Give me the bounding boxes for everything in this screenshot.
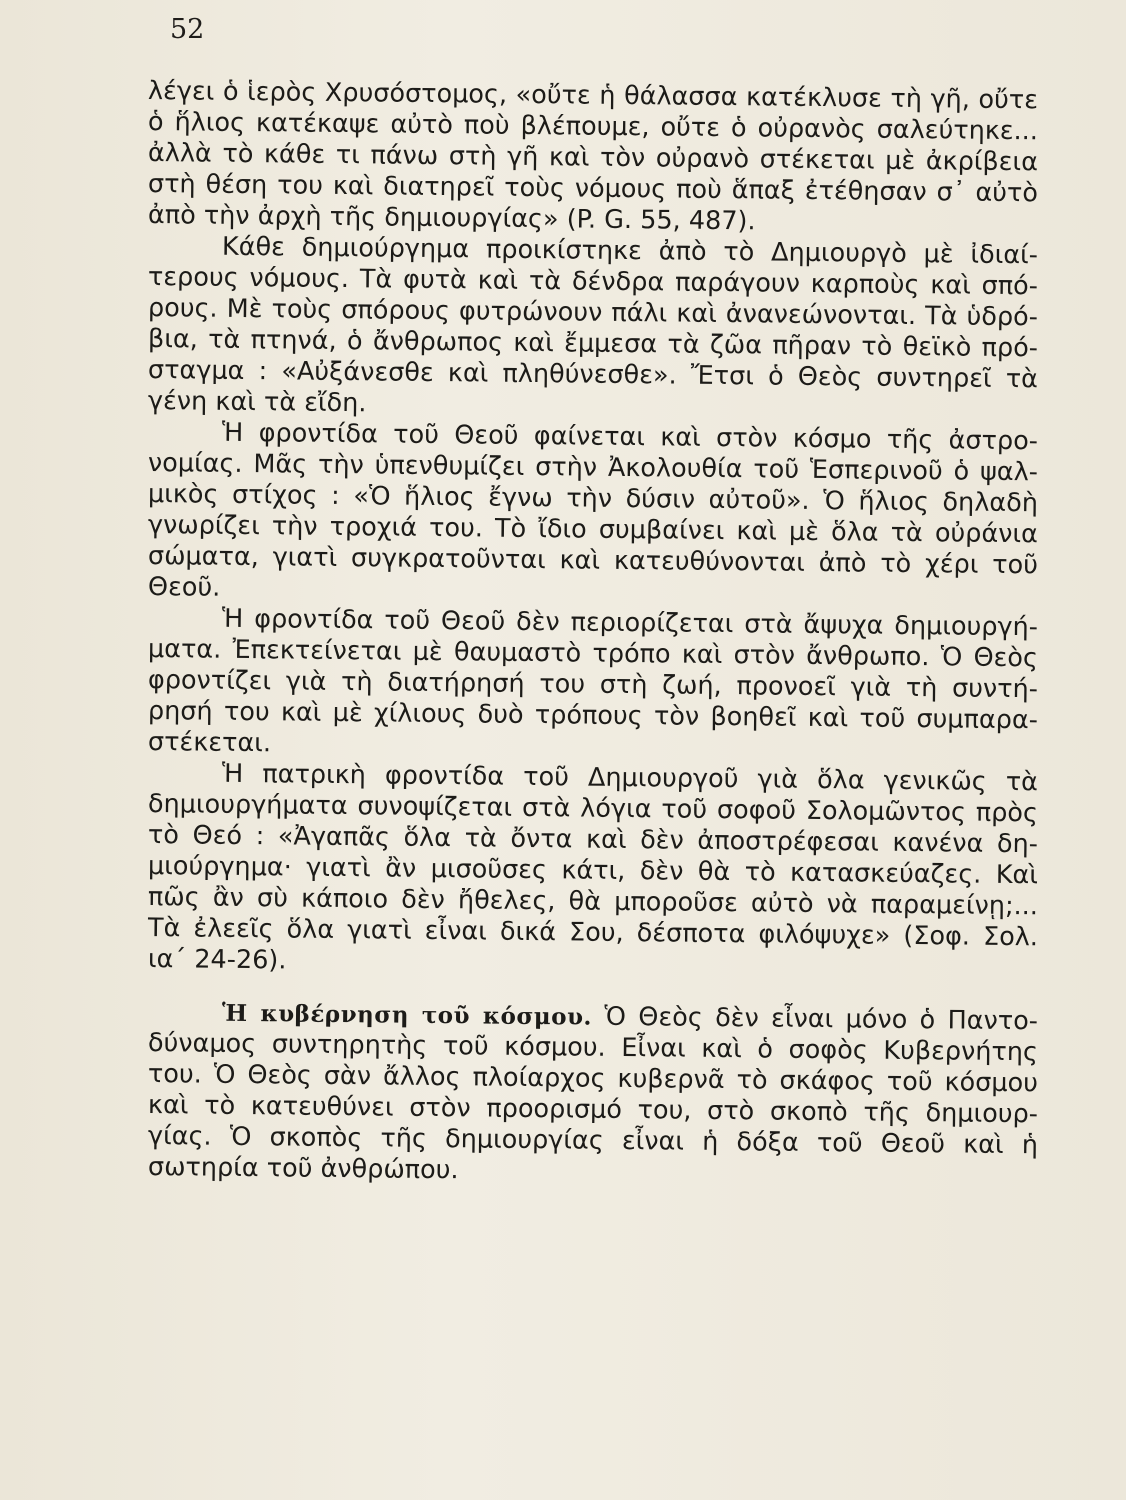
text-run: Ὁ Θεὸς δὲν εἶναι μόνο ὁ Παντο- bbox=[604, 1001, 1039, 1037]
text-line: ρησή του καὶ μὲ χίλιους δυὸ τρόπους τὸν βοηθεῖ καὶ τοῦ συμπαρα- bbox=[147, 696, 1039, 736]
text-line: βια, τὰ πτηνά, ὁ ἄνθρωπος καὶ ἔμμεσα τὰ ζῶα πῆραν τὸ θεϊκὸ πρό- bbox=[147, 324, 1039, 364]
text-line: τερους νόμους. Τὰ φυτὰ καὶ τὰ δένδρα παράγουν καρποὺς καὶ σπό- bbox=[147, 262, 1039, 302]
text-line: δύναμος συντηρητὴς τοῦ κόσμου. Εἶναι καὶ ὁ σοφὸς Κυβερνήτης bbox=[147, 1028, 1039, 1068]
text-line: Τὰ ἐλεεῖς ὅλα γιατὶ εἶναι δικά Σου, δέσποτα φιλόψυχε» (Σοφ. Σολ. bbox=[147, 913, 1039, 953]
page-body bbox=[147, 76, 1039, 1186]
text-line: ἀπὸ τὴν ἀρχὴ τῆς δημιουργίας» (P. G. 55, 487). bbox=[147, 200, 756, 237]
text-line: ρους. Μὲ τοὺς σπόρους φυτρώνουν πάλι καὶ ἀνανεώνονται. Τὰ ὑδρό- bbox=[147, 293, 1039, 333]
text-line: γένη καὶ τὰ εἴδη. bbox=[147, 386, 367, 419]
text-line: νομίας. Μᾶς τὴν ὑπενθυμίζει στὴν Ἀκολουθία τοῦ Ἑσπερινοῦ ὁ ψαλ- bbox=[147, 448, 1039, 488]
text-line: γνωρίζει τὴν τροχιά του. Τὸ ἴδιο συμβαίνει καὶ μὲ ὅλα τὰ οὐράνια bbox=[147, 510, 1039, 550]
text-line: Κάθε δημιούργημα προικίστηκε ἀπὸ τὸ Δημιουργὸ μὲ ἰδιαί- bbox=[221, 231, 1039, 271]
text-line: Ἡ πατρικὴ φροντίδα τοῦ Δημιουργοῦ γιὰ ὅλα γενικῶς τὰ bbox=[221, 758, 1039, 798]
text-line: σωτηρία τοῦ ἀνθρώπου. bbox=[147, 1152, 459, 1186]
text-line: Ἡ φροντίδα τοῦ Θεοῦ δὲν περιορίζεται στὰ ἄψυχα δημιουργή- bbox=[221, 603, 1039, 643]
text-line: λέγει ὁ ἱερὸς Χρυσόστομος, «οὔτε ἡ θάλασσα κατέκλυσε τὴ γῆ, οὔτε bbox=[147, 76, 1039, 116]
text-line: ὁ ἥλιος κατέκαψε αὐτὸ ποὺ βλέπουμε, οὔτε ὁ οὐρανὸς σαλεύτηκε... bbox=[147, 107, 1039, 147]
text-line: πῶς ἂν σὺ κάποιο δὲν ἤθελες, θὰ μποροῦσε αὐτὸ νὰ παραμείνῃ;... bbox=[147, 882, 1039, 922]
text-line: τὸ Θεό : «Ἀγαπᾶς ὅλα τὰ ὄντα καὶ δὲν ἀποστρέφεσαι κανένα δη- bbox=[147, 820, 1039, 860]
text-line: στέκεται. bbox=[147, 727, 272, 759]
page-number: 52 bbox=[170, 14, 205, 45]
text-line: ια´ 24-26). bbox=[147, 944, 287, 976]
text-line: καὶ τὸ κατευθύνει στὸν προορισμό του, στὸ σκοπὸ τῆς δημιουρ- bbox=[147, 1090, 1039, 1130]
text-line: μιούργημα· γιατὶ ἂν μισοῦσες κάτι, δὲν θὰ τὸ κατασκεύαζες. Καὶ bbox=[147, 851, 1039, 891]
text-line: Θεοῦ. bbox=[147, 572, 221, 603]
text-line: του. Ὁ Θεὸς σὰν ἄλλος πλοίαρχος κυβερνᾶ τὸ σκάφος τοῦ κόσμου bbox=[147, 1059, 1039, 1099]
text-line: σταγμα : «Αὐξάνεσθε καὶ πληθύνεσθε». Ἔτσι ὁ Θεὸς συντηρεῖ τὰ bbox=[147, 355, 1039, 395]
text-line: ἀλλὰ τὸ κάθε τι πάνω στὴ γῆ καὶ τὸν οὐρανὸ στέκεται μὲ ἀκρίβεια bbox=[147, 138, 1039, 178]
text-line: ματα. Ἐπεκτείνεται μὲ θαυμαστὸ τρόπο καὶ στὸν ἄνθρωπο. Ὁ Θεὸς bbox=[147, 634, 1039, 674]
text-line: φροντίζει γιὰ τὴ διατήρησή του στὴ ζωή, προνοεῖ γιὰ τὴ συντή- bbox=[147, 665, 1039, 705]
text-line: Ἡ φροντίδα τοῦ Θεοῦ φαίνεται καὶ στὸν κόσμο τῆς ἀστρο- bbox=[221, 417, 1039, 457]
text-line: δημιουργήματα συνοψίζεται στὰ λόγια τοῦ σοφοῦ Σολομῶντος πρὸς bbox=[147, 789, 1039, 829]
section-heading: Ἡ κυβέρνηση τοῦ κόσμου. bbox=[221, 999, 593, 1031]
text-line: σώματα, γιατὶ συγκρατοῦνται καὶ κατευθύνονται ἀπὸ τὸ χέρι τοῦ bbox=[147, 541, 1039, 581]
text-line: στὴ θέση του καὶ διατηρεῖ τοὺς νόμους ποὺ ἅπαξ ἐτέθησαν σ᾿ αὐτὸ bbox=[147, 169, 1039, 209]
text-line: μικὸς στίχος : «Ὁ ἥλιος ἔγνω τὴν δύσιν αὐτοῦ». Ὁ ἥλιος δηλαδὴ bbox=[147, 479, 1039, 519]
text-line: γίας. Ὁ σκοπὸς τῆς δημιουργίας εἶναι ἡ δόξα τοῦ Θεοῦ καὶ ἡ bbox=[147, 1121, 1039, 1161]
